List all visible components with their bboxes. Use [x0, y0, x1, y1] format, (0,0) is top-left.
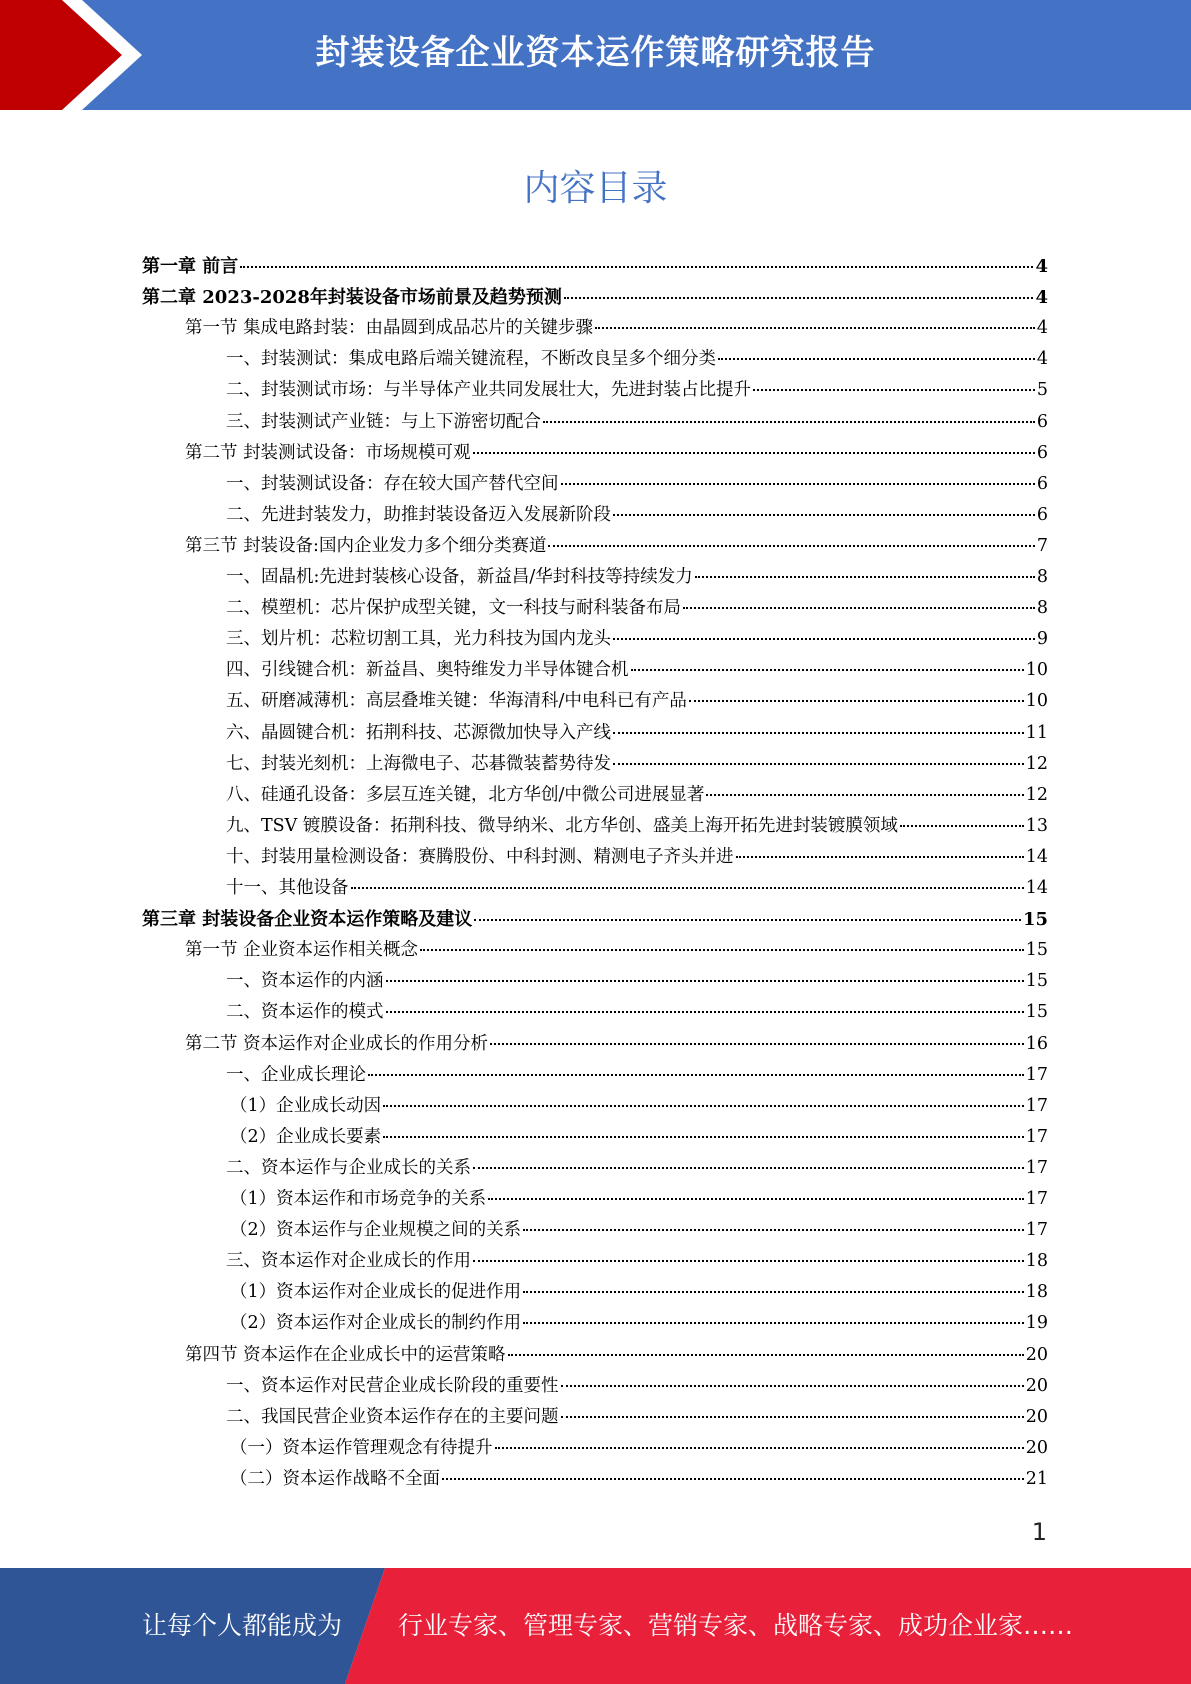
toc-entry[interactable]	[226, 719, 1048, 750]
toc-dot-leader	[420, 949, 1024, 951]
toc-entry-title: （1）企业成长动因	[230, 1095, 382, 1116]
toc-entry-page: 16	[1025, 1033, 1048, 1054]
toc-entry-title: 第一章 前言	[142, 256, 239, 277]
toc-dot-leader	[561, 1385, 1024, 1387]
toc-entry-title: 一、封装测试：集成电路后端关键流程，不断改良呈多个细分类	[226, 349, 716, 370]
toc-entry-title: （1）资本运作对企业成长的促进作用	[230, 1282, 522, 1303]
footer-slogan-left: 让每个人都能成为	[142, 1611, 343, 1640]
toc-dot-leader	[488, 1198, 1024, 1200]
toc-dot-leader	[495, 1447, 1024, 1449]
toc-entry[interactable]	[226, 1154, 1048, 1185]
page-header	[0, 0, 1191, 110]
toc-dot-leader	[695, 576, 1035, 578]
toc-dot-leader	[613, 763, 1024, 765]
toc-entry-title: 二、资本运作的模式	[226, 1002, 384, 1023]
toc-entry[interactable]	[226, 563, 1048, 594]
toc-dot-leader	[561, 483, 1035, 485]
toc-entry-page: 6	[1036, 442, 1048, 463]
toc-entry-title: 九、TSV 镀膜设备：拓荆科技、微导纳米、北方华创、盛美上海开拓先进封装镀膜领域	[226, 815, 898, 836]
toc-dot-leader	[718, 358, 1035, 360]
toc-dot-leader	[490, 1043, 1024, 1045]
toc-entry-page: 4	[1036, 318, 1048, 339]
toc-entry-page: 17	[1025, 1126, 1048, 1147]
toc-entry-page: 17	[1025, 1095, 1048, 1116]
toc-entry-page: 9	[1036, 629, 1048, 650]
toc-dot-leader	[689, 700, 1024, 702]
toc-heading: 内容目录	[523, 168, 668, 209]
toc-entry-title: （1）资本运作和市场竞争的关系	[230, 1189, 487, 1209]
toc-entry-page: 7	[1036, 535, 1048, 556]
toc-entry[interactable]	[226, 1247, 1048, 1278]
toc-dot-leader	[473, 452, 1035, 454]
toc-entry-title: 三、资本运作对企业成长的作用	[226, 1251, 471, 1272]
toc-dot-leader	[548, 545, 1034, 547]
toc-entry[interactable]	[226, 781, 1048, 812]
toc-dot-leader	[383, 1136, 1024, 1138]
toc-entry-page: 11	[1025, 722, 1048, 743]
toc-dot-leader	[595, 327, 1035, 329]
toc-entry[interactable]	[226, 408, 1048, 439]
toc-entry-title: 第二章 2023-2028年封装设备市场前景及趋势预测	[142, 287, 562, 309]
toc-entry[interactable]	[230, 1309, 1048, 1340]
toc-entry-page: 20	[1025, 1344, 1048, 1365]
toc-entry-page: 17	[1025, 1220, 1048, 1241]
toc-entry[interactable]	[226, 470, 1048, 501]
toc-entry[interactable]	[142, 905, 1048, 936]
toc-entry-title: 八、硅通孔设备：多层互连关键，北方华创/中微公司进展显著	[226, 784, 705, 805]
toc-entry-page: 15	[1022, 909, 1048, 931]
toc-entry-page: 12	[1025, 753, 1048, 774]
toc-entry[interactable]	[142, 252, 1048, 283]
toc-entry[interactable]	[226, 687, 1048, 718]
toc-entry-page: 5	[1036, 380, 1048, 401]
toc-entry-page: 10	[1025, 691, 1048, 712]
toc-entry[interactable]	[230, 1092, 1048, 1123]
toc-entry[interactable]	[226, 376, 1048, 407]
toc-entry-title: 二、先进封装发力，助推封装设备迈入发展新阶段	[226, 504, 611, 525]
toc-entry-page: 17	[1025, 1064, 1048, 1085]
toc-dot-leader	[564, 297, 1034, 299]
toc-entry-page: 20	[1025, 1406, 1048, 1427]
toc-entry-title: （2）企业成长要素	[230, 1126, 382, 1147]
toc-entry[interactable]	[185, 936, 1048, 967]
toc-entry[interactable]	[185, 439, 1048, 470]
toc-entry-title: 第二节 封装测试设备：市场规模可观	[185, 442, 471, 463]
toc-entry-page: 4	[1035, 287, 1048, 309]
toc-entry-title: 十、封装用量检测设备：赛腾股份、中科封测、精测电子齐头并进	[226, 846, 734, 867]
footer-slogan-right: 行业专家、管理专家、营销专家、战略专家、成功企业家……	[398, 1611, 1074, 1640]
toc-entry[interactable]	[185, 532, 1048, 563]
toc-dot-leader	[631, 669, 1024, 671]
toc-dot-leader	[473, 1260, 1024, 1262]
report-title: 封装设备企业资本运作策略研究报告	[315, 33, 876, 73]
toc-entry-title: 一、固晶机:先进封装核心设备，新益昌/华封科技等持续发力	[226, 567, 693, 587]
toc-entry[interactable]	[230, 1465, 1048, 1496]
toc-entry[interactable]	[226, 594, 1048, 625]
toc-dot-leader	[613, 514, 1035, 516]
toc-dot-leader	[561, 1416, 1024, 1418]
toc-entry-page: 6	[1036, 473, 1048, 494]
toc-entry[interactable]	[226, 625, 1048, 656]
toc-entry-title: 第二节 资本运作对企业成长的作用分析	[185, 1033, 489, 1054]
toc-entry[interactable]	[185, 1341, 1048, 1372]
toc-entry[interactable]	[185, 314, 1048, 345]
toc-entry-title: 第三章 封装设备企业资本运作策略及建议	[142, 909, 473, 931]
toc-entry-title: 第一节 企业资本运作相关概念	[185, 940, 419, 961]
toc-entry[interactable]	[185, 1030, 1048, 1061]
toc-entry-page: 15	[1025, 940, 1048, 961]
toc-entry[interactable]	[230, 1216, 1048, 1247]
toc-dot-leader	[386, 980, 1024, 982]
page-footer	[0, 1568, 1191, 1684]
toc-dot-leader	[386, 1011, 1024, 1013]
toc-entry-page: 17	[1025, 1189, 1048, 1209]
toc-entry[interactable]	[226, 843, 1048, 874]
toc-entry-page: 6	[1036, 411, 1048, 432]
toc-entry[interactable]	[230, 1185, 1048, 1216]
toc-entry[interactable]	[230, 1278, 1048, 1309]
toc-dot-leader	[508, 1354, 1024, 1356]
toc-dot-leader	[543, 421, 1035, 423]
page-number: 1	[1031, 1518, 1047, 1546]
toc-entry[interactable]	[230, 1434, 1048, 1465]
toc-dot-leader	[753, 389, 1035, 391]
toc-entry-title: 三、划片机：芯粒切割工具，光力科技为国内龙头	[226, 629, 611, 650]
toc-entry-title: 第四节 资本运作在企业成长中的运营策略	[185, 1344, 506, 1365]
toc-entry[interactable]	[226, 998, 1048, 1029]
toc-entry-title: （2）资本运作与企业规模之间的关系	[230, 1220, 522, 1241]
toc-entry-title: （二）资本运作战略不全面	[230, 1468, 440, 1489]
toc-entry-title: 一、资本运作的内涵	[226, 971, 384, 992]
toc-entry[interactable]	[142, 283, 1048, 314]
toc-entry-page: 12	[1025, 784, 1048, 805]
toc-entry-title: 一、资本运作对民营企业成长阶段的重要性	[226, 1375, 559, 1396]
toc-dot-leader	[383, 1105, 1024, 1107]
toc-entry-page: 15	[1025, 971, 1048, 992]
toc-entry[interactable]	[226, 750, 1048, 781]
toc-entry[interactable]	[226, 812, 1048, 843]
toc-entry-page: 10	[1025, 660, 1048, 681]
toc-dot-leader	[900, 825, 1024, 827]
toc-entry-title: 六、晶圆键合机：拓荆科技、芯源微加快导入产线	[226, 722, 611, 743]
toc-dot-leader	[523, 1229, 1024, 1231]
toc-entry-title: 二、资本运作与企业成长的关系	[226, 1157, 471, 1178]
toc-entry[interactable]	[226, 656, 1048, 687]
toc-entry[interactable]	[230, 1123, 1048, 1154]
toc-entry-title: 二、封装测试市场：与半导体产业共同发展壮大，先进封装占比提升	[226, 380, 751, 401]
toc-entry-title: （一）资本运作管理观念有待提升	[230, 1437, 493, 1458]
toc-entry-page: 4	[1035, 256, 1048, 277]
toc-dot-leader	[523, 1291, 1024, 1293]
toc-entry-title: 四、引线键合机：新益昌、奥特维发力半导体键合机	[226, 660, 629, 681]
toc-entry[interactable]	[226, 345, 1048, 376]
toc-entry[interactable]	[226, 1061, 1048, 1092]
toc-entry-title: 第一节 集成电路封装：由晶圆到成品芯片的关键步骤	[185, 318, 594, 339]
toc-entry-page: 14	[1025, 878, 1048, 898]
toc-entry-title: 一、封装测试设备：存在较大国产替代空间	[226, 473, 559, 494]
toc-dot-leader	[736, 856, 1024, 858]
toc-entry-page: 19	[1025, 1313, 1048, 1334]
toc-dot-leader	[706, 794, 1023, 796]
toc-entry-page: 13	[1025, 815, 1048, 836]
toc-entry-page: 18	[1025, 1251, 1048, 1272]
toc-entry-title: 五、研磨减薄机：高层叠堆关键：华海清科/中电科已有产品	[226, 691, 687, 712]
toc-entry[interactable]	[226, 1403, 1048, 1434]
toc-dot-leader	[351, 887, 1024, 889]
toc-entry-title: 二、我国民营企业资本运作存在的主要问题	[226, 1406, 559, 1427]
toc-entry-page: 14	[1025, 846, 1048, 867]
toc-entry-title: 十一、其他设备	[226, 878, 349, 898]
toc-entry-page: 4	[1036, 349, 1048, 370]
toc-entry-page: 6	[1036, 504, 1048, 525]
toc-entry[interactable]	[226, 874, 1048, 905]
toc-entry-page: 17	[1025, 1157, 1048, 1178]
toc-entry-page: 8	[1036, 598, 1048, 619]
toc-entry[interactable]	[226, 967, 1048, 998]
toc-dot-leader	[613, 638, 1035, 640]
toc-entry-page: 20	[1025, 1437, 1048, 1458]
toc-dot-leader	[474, 919, 1021, 921]
toc-entry[interactable]	[226, 1372, 1048, 1403]
toc-entry-title: 七、封装光刻机：上海微电子、芯碁微装蓄势待发	[226, 753, 611, 774]
toc-entry-title: 一、企业成长理论	[226, 1064, 366, 1085]
toc-dot-leader	[473, 1167, 1024, 1169]
toc-entry-page: 18	[1025, 1282, 1048, 1303]
toc-entry-title: 三、封装测试产业链：与上下游密切配合	[226, 411, 541, 432]
toc-entry-title: 第三节 封装设备:国内企业发力多个细分类赛道	[185, 535, 547, 556]
toc-dot-leader	[523, 1322, 1024, 1324]
toc-entry-title: （2）资本运作对企业成长的制约作用	[230, 1313, 522, 1334]
toc-entry-page: 15	[1025, 1002, 1048, 1023]
toc-dot-leader	[613, 732, 1024, 734]
toc-entry-page: 21	[1025, 1468, 1048, 1489]
toc-dot-leader	[240, 266, 1033, 268]
toc-entry[interactable]	[226, 501, 1048, 532]
toc-entry-page: 8	[1036, 567, 1048, 587]
toc-dot-leader	[683, 607, 1035, 609]
toc-entry-title: 二、模塑机：芯片保护成型关键，文一科技与耐科装备布局	[226, 598, 681, 619]
toc-entry-page: 20	[1025, 1375, 1048, 1396]
toc-dot-leader	[442, 1478, 1024, 1480]
toc-dot-leader	[368, 1074, 1024, 1076]
